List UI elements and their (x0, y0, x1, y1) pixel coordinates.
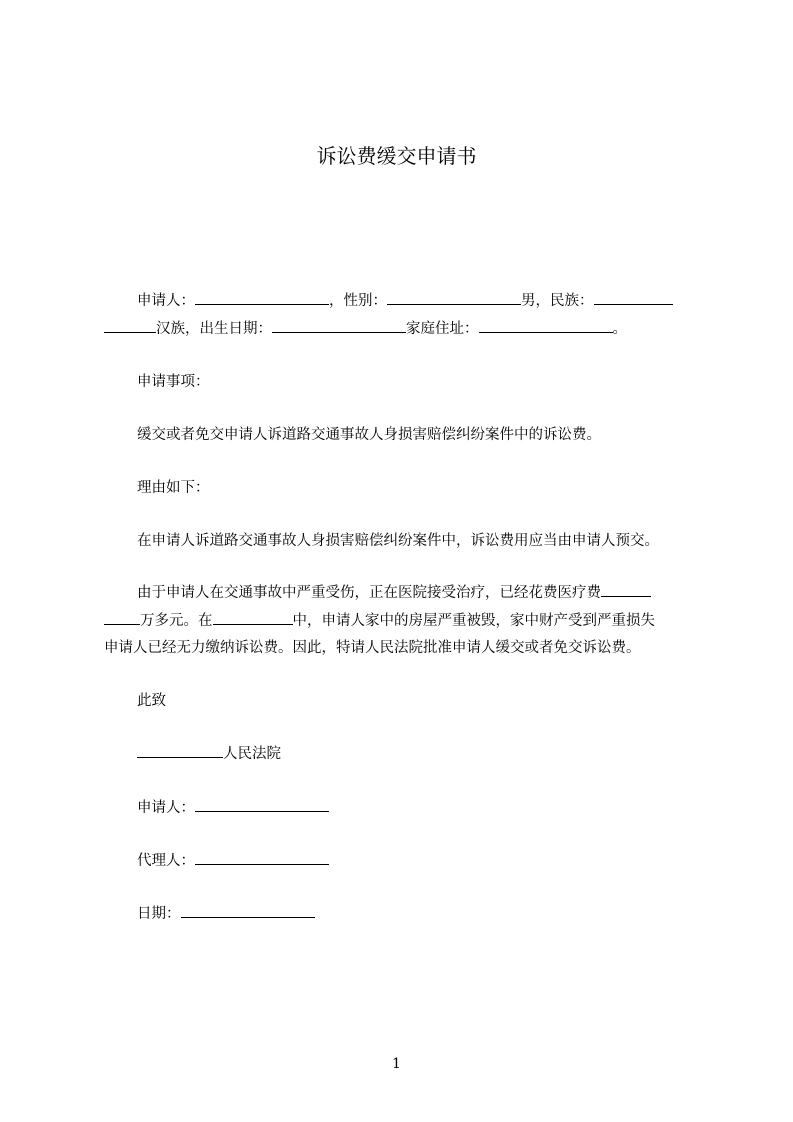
signature-agent-blank (195, 850, 329, 865)
birthdate-blank (272, 318, 406, 333)
ethnicity-value: 汉族，出生日期： (156, 321, 272, 337)
matters-text: 缓交或者免交申请人诉道路交通事故人身损害赔偿纠纷案件中的诉讼费。 (137, 427, 601, 443)
signature-applicant-label: 申请人： (137, 800, 195, 816)
page-title: 诉讼费缓交申请书 (316, 144, 477, 168)
ethnicity-blank (594, 290, 673, 305)
applicant-label: 申请人： (137, 293, 195, 309)
signature-applicant (137, 797, 329, 819)
address-label: 家庭住址： (406, 321, 479, 337)
matters-heading: 申请事项： (137, 374, 210, 390)
signature-applicant-blank (195, 797, 329, 812)
signature-date-label: 日期： (137, 906, 181, 922)
reasons-paragraph-2-line-1 (137, 582, 651, 604)
address-blank (479, 318, 613, 333)
reasons-paragraph-2-line-2 (104, 610, 655, 632)
court-suffix: 人民法院 (223, 746, 281, 762)
reasons-heading: 理由如下： (137, 480, 210, 496)
medical-fee-blank (601, 582, 651, 597)
page-number: 1 (392, 1056, 401, 1072)
applicant-info-line-2 (104, 318, 627, 340)
reasons-p2-text-1: 由于申请人在交通事故中严重受伤，正在医院接受治疗，已经花费医疗费 (137, 585, 601, 601)
event-blank (213, 610, 293, 625)
signature-agent (137, 850, 329, 872)
applicant-info-line-1 (137, 290, 673, 312)
reasons-p2-text-2a: 万多元。在 (140, 613, 213, 629)
medical-fee-blank-cont (104, 610, 140, 625)
gender-label: ，性别： (329, 293, 387, 309)
signature-agent-label: 代理人： (137, 853, 195, 869)
signature-date (137, 903, 315, 925)
reasons-paragraph-1: 在申请人诉道路交通事故人身损害赔偿纠纷案件中，诉讼费用应当由申请人预交。 (137, 533, 659, 549)
court-line (137, 743, 281, 765)
applicant-name-blank (195, 290, 329, 305)
closing-text: 此致 (137, 693, 166, 709)
gender-blank (387, 290, 521, 305)
ethnicity-blank-cont (104, 318, 156, 333)
reasons-paragraph-2-line-3: 申请人已经无力缴纳诉讼费。因此，特请人民法院批准申请人缓交或者免交诉讼费。 (104, 640, 641, 656)
court-name-blank (137, 743, 223, 758)
signature-date-blank (181, 903, 315, 918)
line-end: 。 (612, 321, 627, 337)
gender-value: 男，民族： (521, 293, 594, 309)
reasons-p2-text-2b: 中，申请人家中的房屋严重被毁，家中财产受到严重损失 (292, 613, 655, 629)
